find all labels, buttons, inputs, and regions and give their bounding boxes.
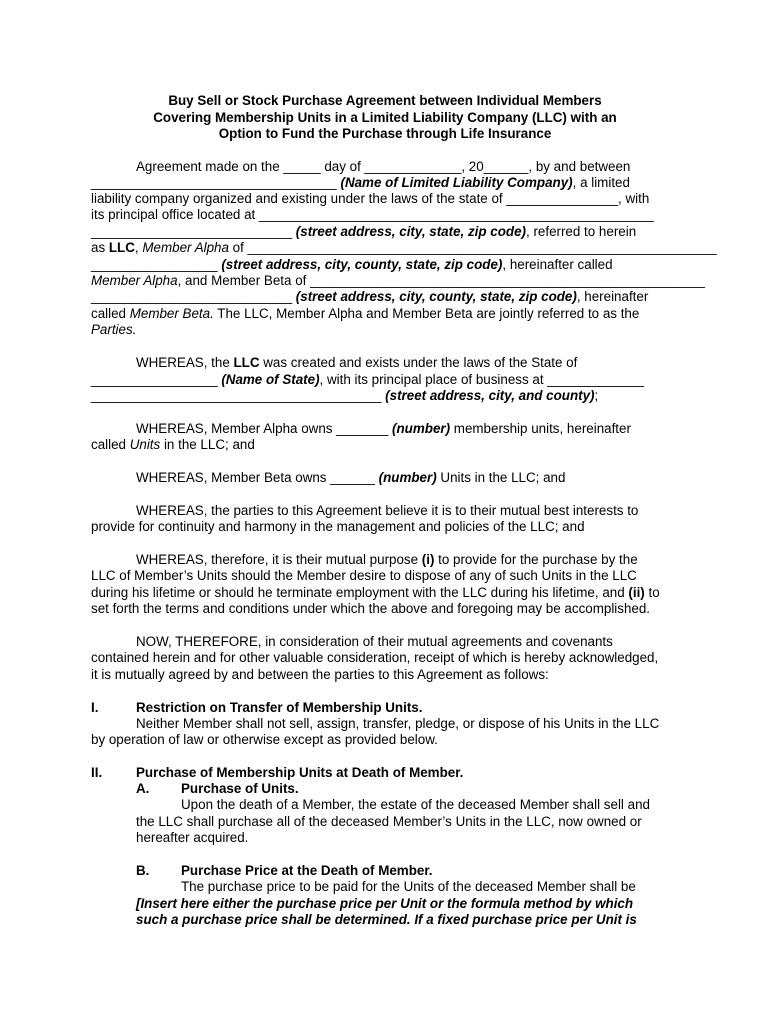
now-therefore-line: contained herein and for other valuable consideration, receipt of which is hereby acknowledged, <box>91 650 659 665</box>
document-title-line-1: Buy Sell or Stock Purchase Agreement between Individual Members <box>168 93 602 108</box>
subsection-heading: Purchase of Units. <box>181 781 299 796</box>
subsection-body-line: hereafter acquired. <box>136 830 249 845</box>
intro-line: called Member Beta. The LLC, Member Alpha and Member Beta are jointly referred to as the <box>91 306 640 321</box>
section-body-line: by operation of law or otherwise except as provided below. <box>91 732 438 747</box>
section-heading: Purchase of Membership Units at Death of Member. <box>136 765 464 780</box>
section-number: II. <box>91 765 103 780</box>
intro-line: its principal office located at _____________________________________________________ <box>91 207 654 222</box>
section-number: I. <box>91 700 99 715</box>
subsection-letter: A. <box>136 781 150 796</box>
intro-line: _________________ (street address, city, county, state, zip code), hereinafter called <box>91 257 613 272</box>
intro-line: as LLC, Member Alpha of _______________________________________________________________ <box>91 240 717 255</box>
subsection-body-line: [Insert here either the purchase price per Unit or the formula method by which <box>136 896 634 911</box>
intro-line: liability company organized and existing under the laws of the state of _______________, with <box>91 191 650 206</box>
whereas-line: WHEREAS, Member Alpha owns _______ (number) membership units, hereinafter <box>136 421 631 436</box>
whereas-line: WHEREAS, Member Beta owns ______ (number) Units in the LLC; and <box>136 470 566 485</box>
whereas-line: LLC of Member’s Units should the Member desire to dispose of any of such Units in the LLC <box>91 568 637 583</box>
whereas-line: WHEREAS, the LLC was created and exists under the laws of the State of <box>136 355 578 370</box>
intro-line: ___________________________ (street address, city, state, zip code), referred to herein <box>91 224 637 239</box>
whereas-line: called Units in the LLC; and <box>91 437 255 452</box>
intro-line: ___________________________ (street address, city, county, state, zip code), hereinafter <box>91 289 649 304</box>
whereas-line: WHEREAS, therefore, it is their mutual purpose (i) to provide for the purchase by the <box>136 552 638 567</box>
subsection-body-line: the LLC shall purchase all of the deceased Member’s Units in the LLC, now owned or <box>136 814 642 829</box>
whereas-line: during his lifetime or should he terminate employment with the LLC during his lifetime, and (ii) to <box>91 585 660 600</box>
section-body-line: Neither Member shall not sell, assign, transfer, pledge, or dispose of his Units in the LLC <box>136 716 660 731</box>
whereas-line: set forth the terms and conditions under which the above and foregoing may be accomplished. <box>91 601 651 616</box>
intro-line: _________________________________ (Name of Limited Liability Company), a limited <box>91 175 630 190</box>
subsection-body-line: The purchase price to be paid for the Units of the deceased Member shall be <box>181 879 636 894</box>
whereas-line: WHEREAS, the parties to this Agreement believe it is to their mutual best interests to <box>136 503 639 518</box>
intro-line: Member Alpha, and Member Beta of _____________________________________________________ <box>91 273 705 288</box>
document-title-line-2: Covering Membership Units in a Limited Liability Company (LLC) with an <box>153 110 617 125</box>
subsection-letter: B. <box>136 863 150 878</box>
section-heading: Restriction on Transfer of Membership Units. <box>136 700 423 715</box>
document-title-line-3: Option to Fund the Purchase through Life Insurance <box>218 126 552 141</box>
intro-line: Agreement made on the _____ day of _____________, 20______, by and between <box>136 159 631 174</box>
subsection-body-line: Upon the death of a Member, the estate of the deceased Member shall sell and <box>181 797 650 812</box>
whereas-line: provide for continuity and harmony in the management and policies of the LLC; and <box>91 519 585 534</box>
subsection-body-line: such a purchase price shall be determined. If a fixed purchase price per Unit is <box>136 912 637 927</box>
now-therefore-line: it is mutually agreed by and between the parties to this Agreement as follows: <box>91 667 549 682</box>
subsection-heading: Purchase Price at the Death of Member. <box>181 863 433 878</box>
intro-line: Parties. <box>91 322 137 337</box>
whereas-line: _______________________________________ (street address, city, and county); <box>91 388 599 403</box>
now-therefore-line: NOW, THEREFORE, in consideration of their mutual agreements and covenants <box>136 634 613 649</box>
whereas-line: _________________ (Name of State), with its principal place of business at _____________ <box>91 372 645 387</box>
